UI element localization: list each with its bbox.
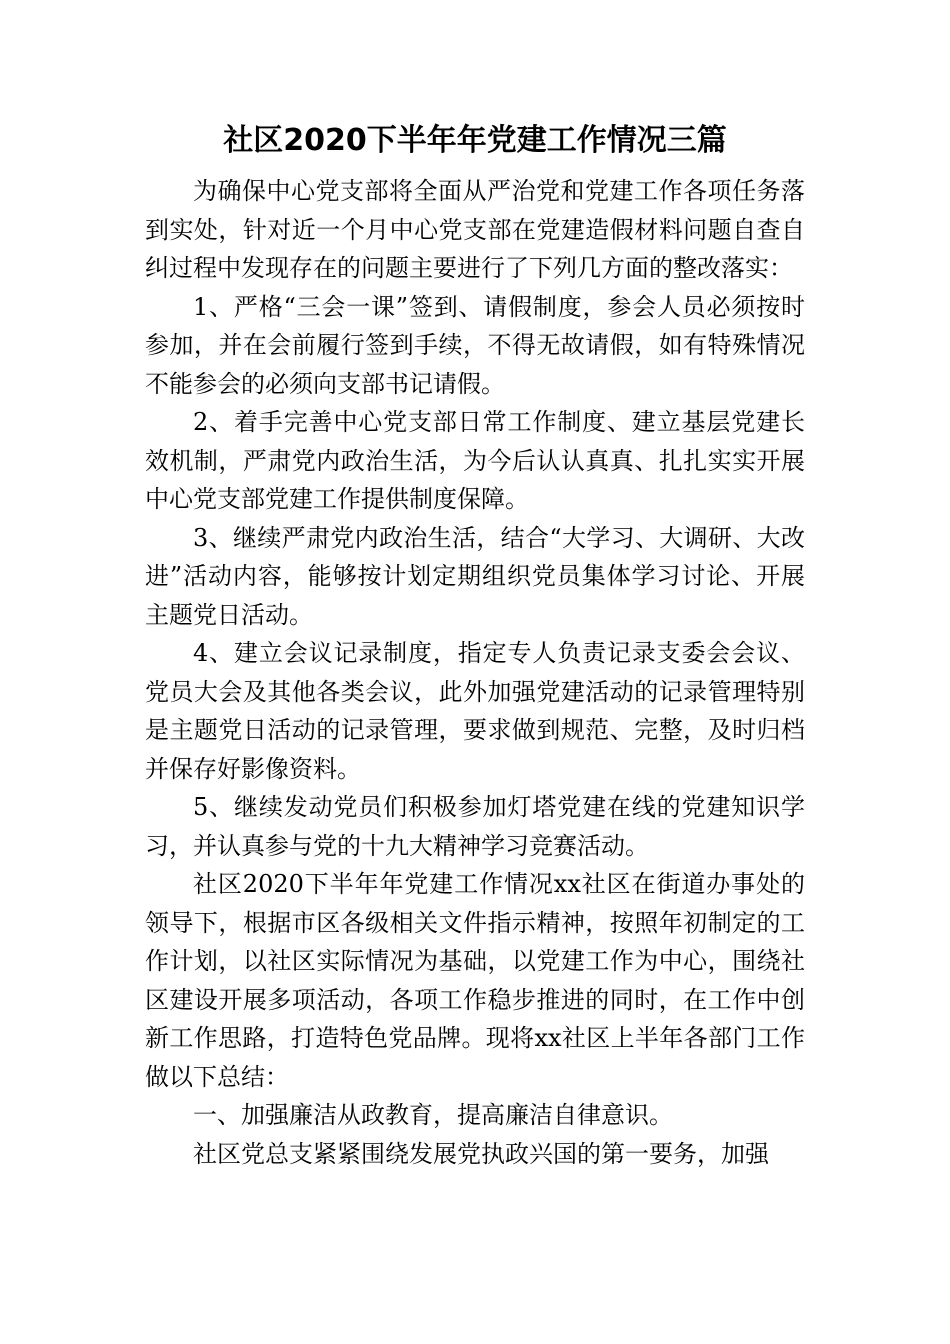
document-title: 社区2020下半年年党建工作情况三篇 bbox=[223, 123, 727, 158]
paragraph-item-5: 5、继续发动党员们积极参加灯塔党建在线的党建知识学习，并认真参与党的十九大精神学习竞赛活动。 bbox=[145, 793, 805, 860]
paragraph-summary: 社区2020下半年年党建工作情况xx社区在街道办事处的领导下，根据市区各级相关文件指示精神，按照年初制定的工作计划，以社区实际情况为基础，以党建工作为中心，围绕社区建设开展多项活动，各项工作稳步推进的同时，在工作中创新工作思路，打造特色党品牌。现将xx社区上半年各部门工作做以下总结： bbox=[145, 870, 805, 1091]
section-heading-1: 一、加强廉洁从政教育，提高廉洁自律意识。 bbox=[193, 1101, 673, 1129]
paragraph-item-2: 2、着手完善中心党支部日常工作制度、建立基层党建长效机制，严肃党内政治生活，为今后认认真真、扎扎实实开展中心党支部党建工作提供制度保障。 bbox=[145, 408, 805, 513]
paragraph-intro: 为确保中心党支部将全面从严治党和党建工作各项任务落到实处，针对近一个月中心党支部在党建造假材料问题自查自纠过程中发现存在的问题主要进行了下列几方面的整改落实： bbox=[145, 177, 805, 282]
paragraph-item-3: 3、继续严肃党内政治生活，结合“大学习、大调研、大改进”活动内容，能够按计划定期组织党员集体学习讨论、开展主题党日活动。 bbox=[145, 523, 805, 629]
document-body bbox=[145, 172, 805, 1173]
paragraph-item-1: 1、严格“三会一课”签到、请假制度，参会人员必须按时参加，并在会前履行签到手续，不得无故请假，如有特殊情况不能参会的必须向支部书记请假。 bbox=[145, 292, 805, 398]
paragraph-item-4: 4、建立会议记录制度，指定专人负责记录支委会会议、党员大会及其他各类会议，此外加强党建活动的记录管理特别是主题党日活动的记录管理，要求做到规范、完整，及时归档并保存好影像资料。 bbox=[145, 639, 805, 783]
paragraph-section-1: 社区党总支紧紧围绕发展党执政兴国的第一要务，加强 bbox=[193, 1139, 769, 1168]
